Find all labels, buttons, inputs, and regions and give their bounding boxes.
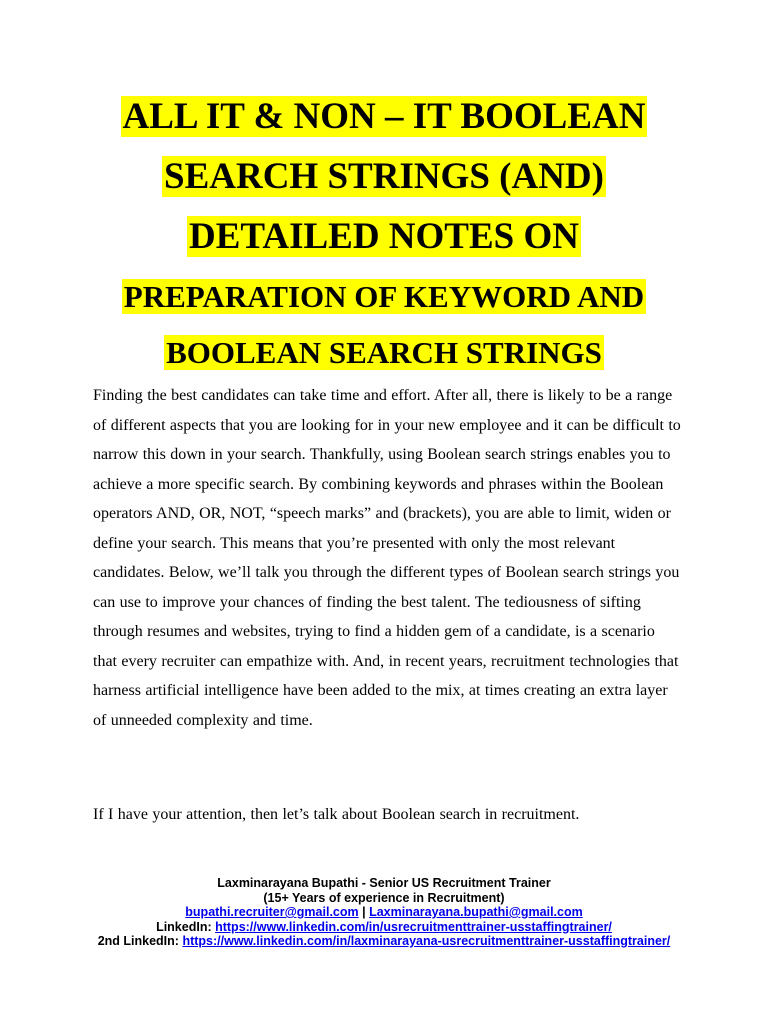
linkedin-link[interactable]: https://www.linkedin.com/in/usrecruitmenttrainer-usstaffingtrainer/: [215, 919, 612, 934]
title-line-1: [0, 92, 768, 142]
email-link-2[interactable]: Laxminarayana.bupathi@gmail.com: [369, 905, 583, 919]
linkedin-label: LinkedIn:: [156, 919, 216, 934]
experience-line: (15+ Years of experience in Recruitment): [263, 890, 505, 905]
linkedin2-row: [0, 934, 768, 949]
linkedin2-label: 2nd LinkedIn:: [97, 934, 183, 948]
title-line-1-text: ALL IT & NON – IT BOOLEAN: [122, 96, 646, 137]
title-line-5: [0, 330, 768, 376]
email-separator: |: [358, 905, 370, 919]
email-row: [0, 905, 768, 920]
title-line-2: [0, 152, 768, 202]
linkedin2-link[interactable]: https://www.linkedin.com/in/laxminarayana-usrecruitmenttrainer-usstaffingtrainer/: [182, 934, 671, 948]
title-line-3-text: DETAILED NOTES ON: [189, 216, 579, 257]
author-footer: [0, 876, 768, 949]
title-line-4-text: PREPARATION OF KEYWORD AND: [123, 279, 645, 314]
author-line: Laxminarayana Bupathi - Senior US Recruitment Trainer: [217, 876, 551, 890]
email-link-1[interactable]: bupathi.recruiter@gmail.com: [185, 905, 359, 919]
linkedin-row: [0, 920, 768, 935]
title-line-3: [0, 212, 768, 262]
title-line-5-text: BOOLEAN SEARCH STRINGS: [166, 335, 602, 370]
intro-paragraph: Finding the best candidates can take time and effort. After all, there is likely to be a range of different aspects that you are looking for in your new employee and it can be difficult to narrow this down in your search. Thankfully, using Boolean search strings enables you to achieve a more specific search. By combining keywords and phrases within the Boolean operators AND, OR, NOT, “speech marks” and (brackets), you are able to limit, widen or define your search. This means that you’re presented with only the most relevant candidates. Below, we’ll talk you through the different types of Boolean search strings you can use to improve your chances of finding the best talent. The tediousness of sifting through resumes and websites, trying to find a hidden gem of a candidate, is a scenario that every recruiter can empathize with. And, in recent years, recruitment technologies that harness artificial intelligence have been added to the mix, at times creating an extra layer of unneeded complexity and time.: [93, 387, 681, 729]
closing-paragraph: If I have your attention, then let’s talk about Boolean search in recruitment.: [93, 806, 580, 823]
title-line-4: [0, 274, 768, 320]
title-line-2-text: SEARCH STRINGS (AND): [164, 156, 604, 197]
